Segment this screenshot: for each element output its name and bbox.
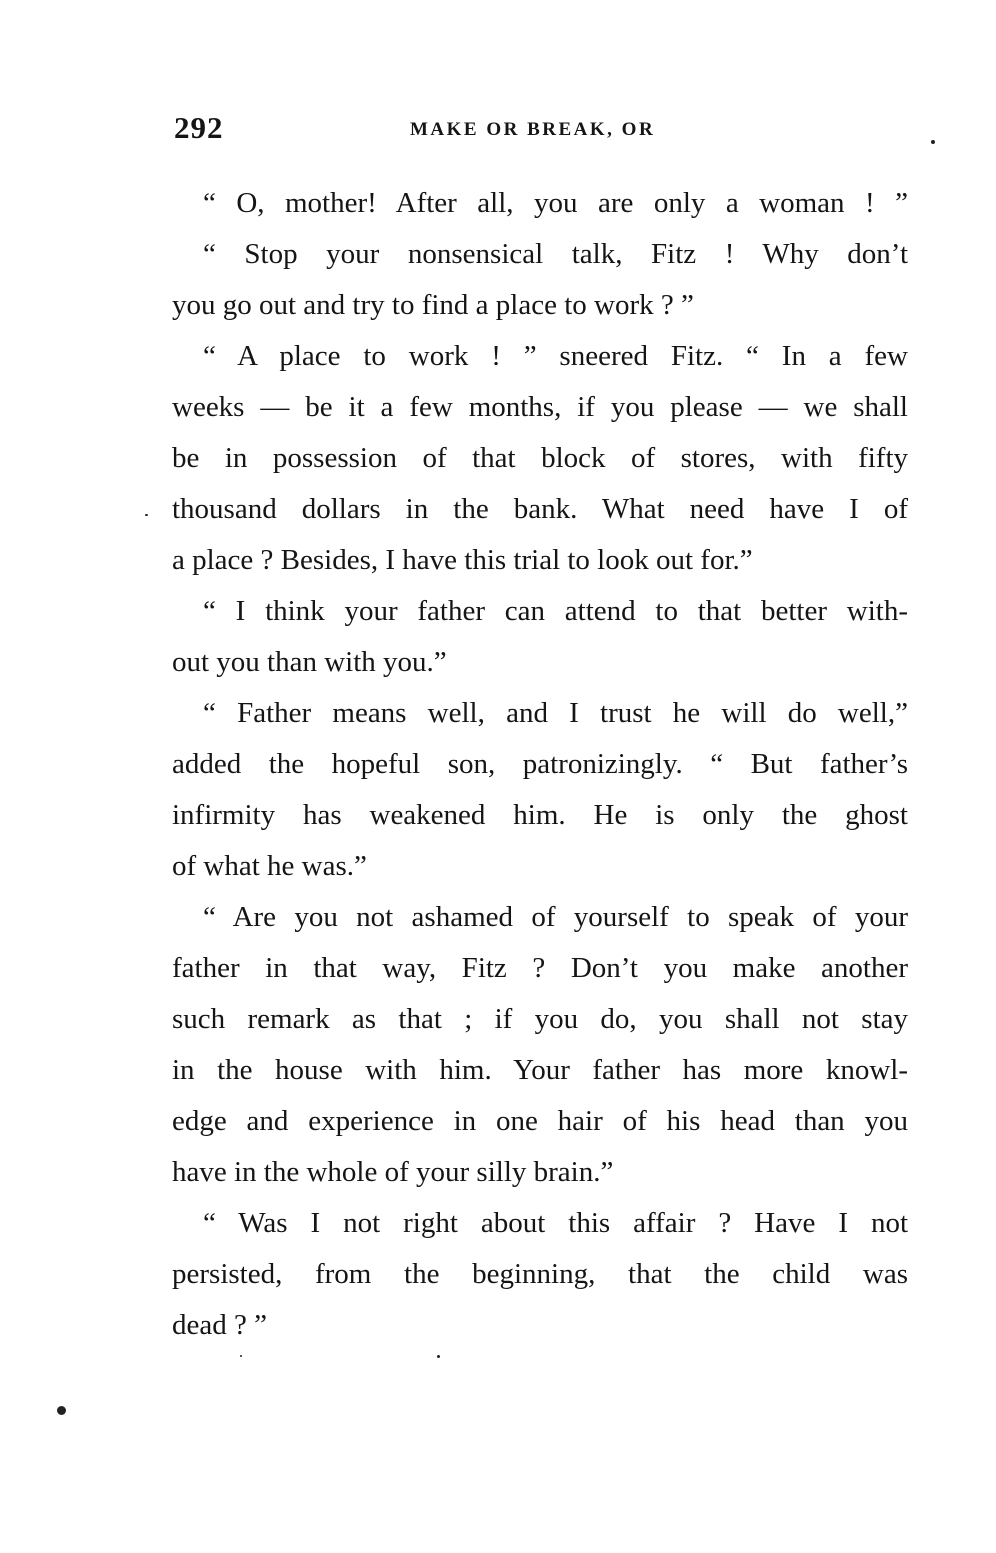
page-header xyxy=(172,110,912,150)
ink-speck xyxy=(240,1355,242,1357)
text-line: “ A place to work ! ” sneered Fitz. “ In a few xyxy=(203,340,908,372)
running-head: MAKE OR BREAK, OR xyxy=(410,119,656,140)
text-line: “ Was I not right about this affair ? Have I not xyxy=(203,1207,908,1239)
text-line: you go out and try to find a place to work ? ” xyxy=(172,289,694,321)
text-line: edge and experience in one hair of his head than you xyxy=(172,1105,908,1137)
text-line: a place ? Besides, I have this trial to look out for.” xyxy=(172,544,753,576)
text-line: of what he was.” xyxy=(172,850,367,882)
text-line: “ Are you not ashamed of yourself to speak of your xyxy=(203,901,908,933)
text-line: father in that way, Fitz ? Don’t you make another xyxy=(172,952,908,984)
text-line: have in the whole of your silly brain.” xyxy=(172,1156,614,1188)
text-line: persisted, from the beginning, that the child was xyxy=(172,1258,908,1290)
ink-speck xyxy=(145,514,148,516)
ink-speck xyxy=(931,140,935,144)
text-line: weeks — be it a few months, if you please — we shall xyxy=(172,391,908,423)
page-number: 292 xyxy=(174,110,224,145)
text-line: out you than with you.” xyxy=(172,646,447,678)
text-line: thousand dollars in the bank. What need have I of xyxy=(172,493,908,525)
text-line: “ Stop your nonsensical talk, Fitz ! Why don’t xyxy=(203,238,908,270)
text-line: “ Father means well, and I trust he will do well,” xyxy=(203,697,908,729)
text-line: added the hopeful son, patronizingly. “ But father’s xyxy=(172,748,908,780)
text-line: dead ? ” xyxy=(172,1309,267,1341)
text-line: in the house with him. Your father has more knowl- xyxy=(172,1054,908,1086)
text-line: “ O, mother! After all, you are only a woman ! ” xyxy=(203,187,908,219)
text-line: be in possession of that block of stores, with fifty xyxy=(172,442,908,474)
ink-speck xyxy=(57,1406,66,1415)
body-text xyxy=(172,178,908,1351)
text-line: “ I think your father can attend to that better with- xyxy=(203,595,908,627)
text-line: infirmity has weakened him. He is only the ghost xyxy=(172,799,908,831)
ink-speck xyxy=(437,1355,440,1358)
text-line: such remark as that ; if you do, you shall not stay xyxy=(172,1003,908,1035)
